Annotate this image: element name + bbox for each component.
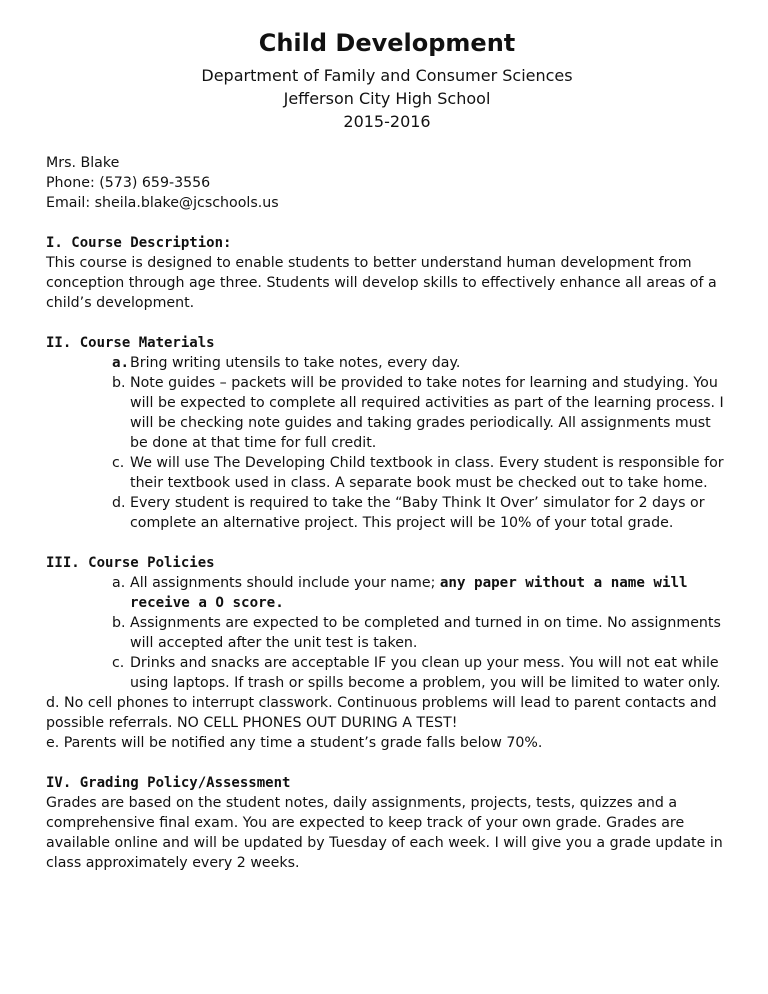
list-marker: c. <box>112 455 125 471</box>
section-course-materials <box>46 333 728 533</box>
list-item <box>112 573 728 613</box>
section-heading <box>46 233 728 253</box>
list-item-text: Bring writing utensils to take notes, every day. <box>130 355 461 371</box>
section-heading-colon: : <box>223 235 232 251</box>
list-item <box>112 353 728 373</box>
policies-list <box>46 573 728 693</box>
section-heading: III. Course Policies <box>46 555 215 571</box>
list-item-text: Every student is required to take the “Baby Think It Over’ simulator for 2 days or complete an alternative project. This project will be 10% of your total grade. <box>130 495 705 531</box>
grading-policy-text: Grades are based on the student notes, daily assignments, projects, tests, quizzes and a comprehensive final exam. You are expected to keep track of your own grade. Grades are available online and will be updated by Tuesday of each week. I will give you a grade update in class approximately every 2 weeks. <box>46 795 723 871</box>
school-year: 2015-2016 <box>343 112 431 131</box>
section-grading-policy <box>46 773 728 873</box>
list-item-emphasis: any paper without a name will receive a O score. <box>130 575 688 611</box>
list-item <box>112 373 728 453</box>
list-item-text: We will use The Developing Child textbook in class. Every student is responsible for their textbook used in class. A separate book must be checked out to take home. <box>130 455 724 491</box>
teacher-email: Email: sheila.blake@jcschools.us <box>46 195 279 211</box>
list-item <box>112 613 728 653</box>
list-item-text: Note guides – packets will be provided to take notes for learning and studying. You will be expected to complete all required activities as part of the learning process. I will be checking note guides and taking grades periodically. All assignments must be done at that time for full credit. <box>130 375 724 451</box>
section-course-policies <box>46 553 728 753</box>
teacher-phone: Phone: (573) 659-3556 <box>46 175 211 191</box>
list-item-text: All assignments should include your name; <box>130 575 440 591</box>
section-heading: II. Course Materials <box>46 335 215 351</box>
section-course-description <box>46 233 728 313</box>
department-name: Department of Family and Consumer Sciences <box>201 66 573 85</box>
page-title: Child Development <box>258 29 516 57</box>
course-description-text: This course is designed to enable students to better understand human development from conception through age three. Students will develop skills to effectively enhance all areas of a child’s development. <box>46 255 717 311</box>
list-item <box>112 493 728 533</box>
section-heading: IV. Grading Policy/Assessment <box>46 775 291 791</box>
list-item <box>112 453 728 493</box>
list-marker: a. <box>112 355 130 371</box>
list-marker: a. <box>112 575 126 591</box>
list-item-text: Drinks and snacks are acceptable IF you clean up your mess. You will not eat while using laptops. If trash or spills become a problem, you will be limited to water only. <box>130 655 721 691</box>
section-heading-text: I. Course Description <box>46 235 224 251</box>
list-marker: b. <box>112 375 126 391</box>
materials-list <box>46 353 728 533</box>
list-item <box>112 653 728 693</box>
subheader <box>46 64 728 133</box>
contact-block <box>46 153 728 213</box>
school-name: Jefferson City High School <box>283 89 491 108</box>
policy-cell-phones: d. No cell phones to interrupt classwork. Continuous problems will lead to parent contacts and possible referrals. NO CELL PHONES OUT DURING A TEST! <box>46 695 717 731</box>
list-marker: d. <box>112 495 126 511</box>
list-marker: b. <box>112 615 126 631</box>
list-marker: c. <box>112 655 125 671</box>
teacher-name: Mrs. Blake <box>46 155 120 171</box>
list-item-text: Assignments are expected to be completed and turned in on time. No assignments will accepted after the unit test is taken. <box>130 615 721 651</box>
policy-parent-notification: e. Parents will be notified any time a student’s grade falls below 70%. <box>46 735 543 751</box>
